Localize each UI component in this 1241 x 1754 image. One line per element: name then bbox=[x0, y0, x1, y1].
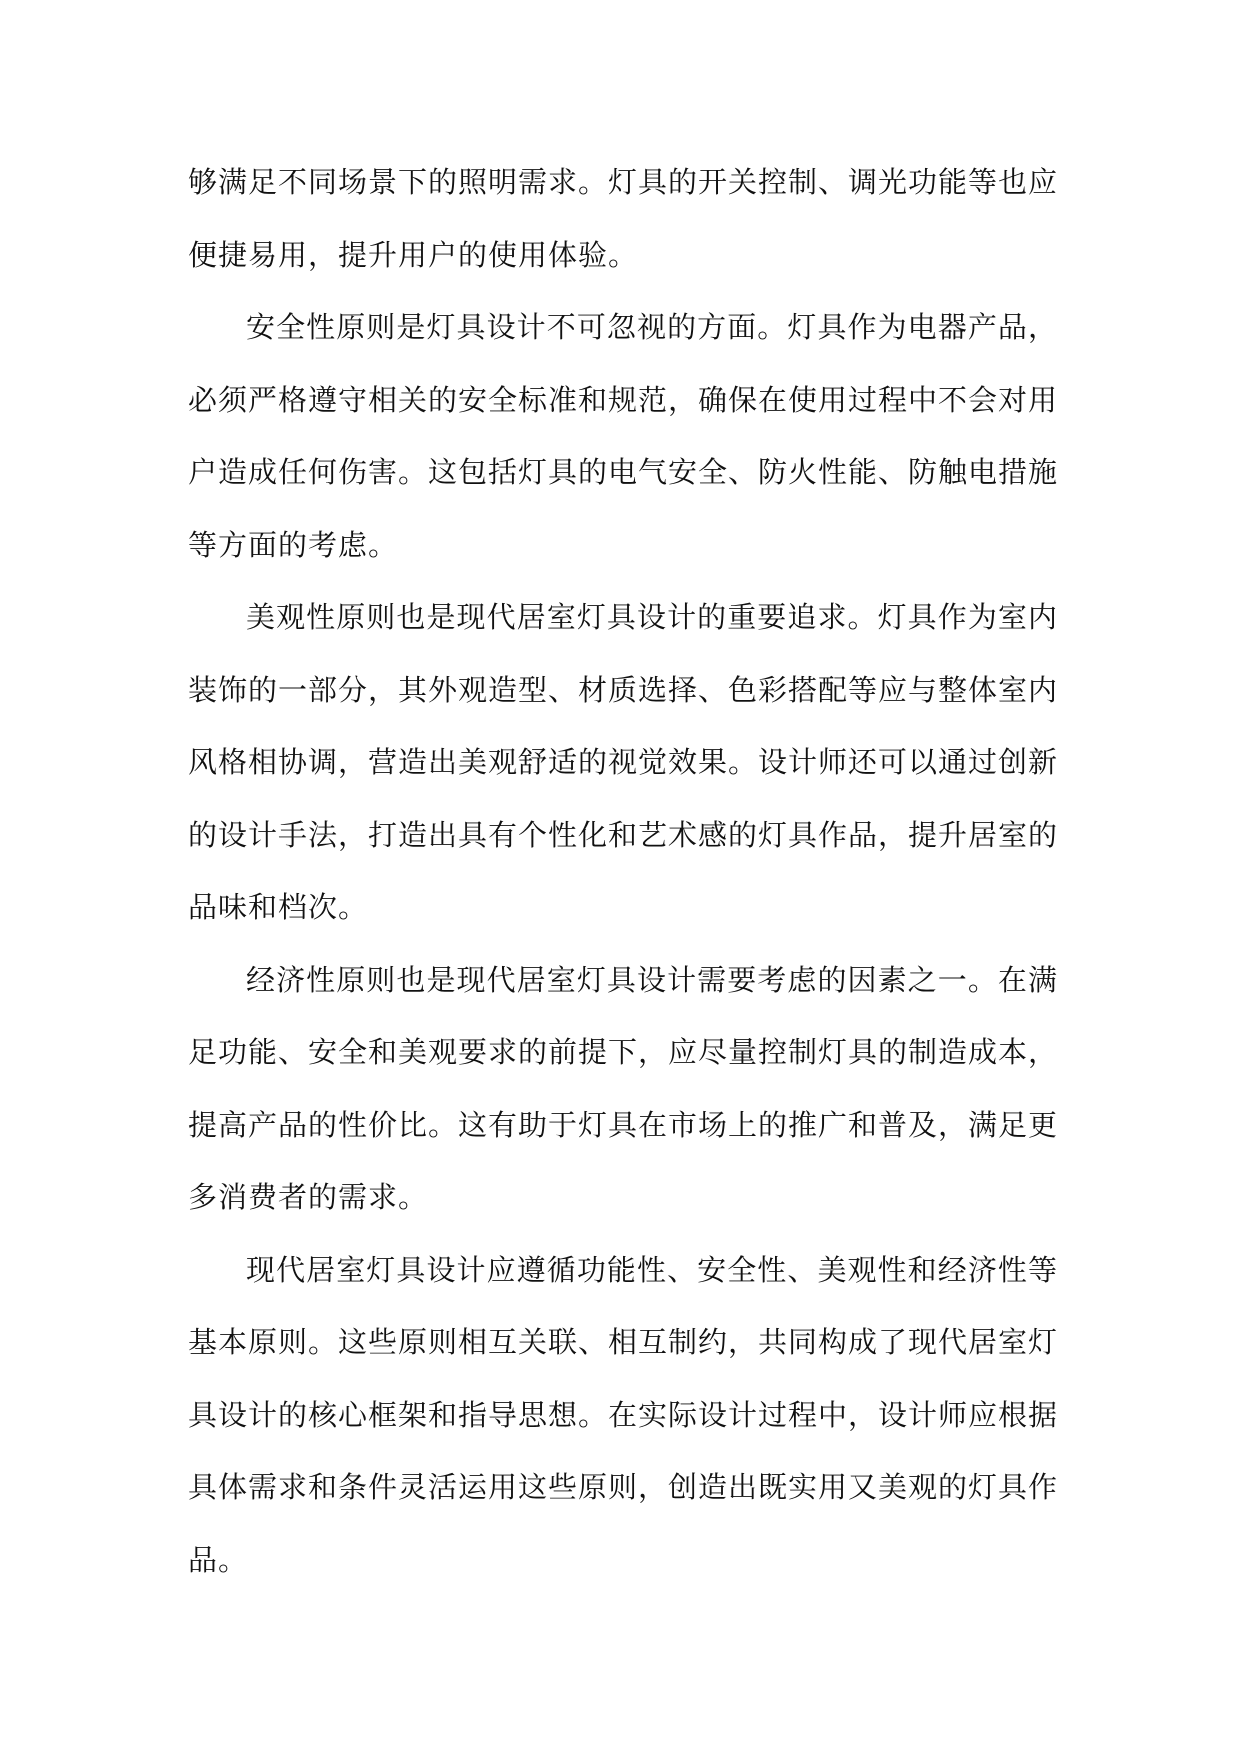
paragraph-economic-principle: 经济性原则也是现代居室灯具设计需要考虑的因素之一。在满足功能、安全和美观要求的前提下，应尽量控制灯具的制造成本，提高产品的性价比。这有助于灯具在市场上的推广和普及，满足更多消费者的需求。 bbox=[188, 962, 1059, 1214]
paragraph-aesthetic-principle: 美观性原则也是现代居室灯具设计的重要追求。灯具作为室内装饰的一部分，其外观造型、材质选择、色彩搭配等应与整体室内风格相协调，营造出美观舒适的视觉效果。设计师还可以通过创新的设计手法，打造出具有个性化和艺术感的灯具作品，提升居室的品味和档次。 bbox=[188, 600, 1059, 924]
paragraph-safety-principle: 安全性原则是灯具设计不可忽视的方面。灯具作为电器产品，必须严格遵守相关的安全标准和规范，确保在使用过程中不会对用户造成任何伤害。这包括灯具的电气安全、防火性能、防触电措施等方面的考虑。 bbox=[188, 310, 1059, 562]
paragraph-continuation: 够满足不同场景下的照明需求。灯具的开关控制、调光功能等也应便捷易用，提升用户的使用体验。 bbox=[188, 165, 1059, 272]
paragraph-summary: 现代居室灯具设计应遵循功能性、安全性、美观性和经济性等基本原则。这些原则相互关联、相互制约，共同构成了现代居室灯具设计的核心框架和指导思想。在实际设计过程中，设计师应根据具体需求和条件灵活运用这些原则，创造出既实用又美观的灯具作品。 bbox=[188, 1252, 1059, 1577]
document-body bbox=[188, 146, 1058, 1596]
